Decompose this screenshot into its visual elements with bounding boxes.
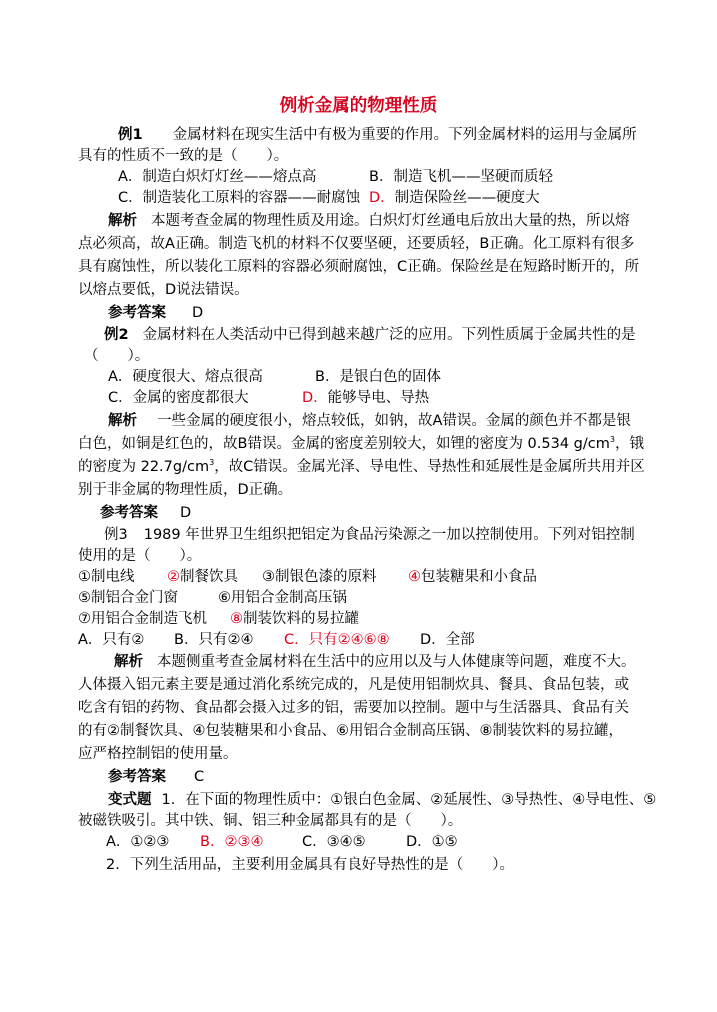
ex3-item-3: ③制银色漆的原料 — [262, 569, 377, 585]
ex1-answer — [108, 303, 203, 323]
variant-option-a: A．①②③ — [106, 834, 170, 850]
ex3-answer — [108, 767, 204, 787]
ex1-label: 例1 — [118, 127, 143, 143]
ex3-item-6: ⑥用铝合金制高压锅 — [218, 590, 347, 606]
ex2-analysis-label: 解析 — [108, 413, 137, 429]
ex1-analysis-line1: 解析 本题考查金属的物理性质及用途。白炽灯灯丝通电后放出大量的热，所以熔 — [108, 213, 630, 229]
ex3-label: 例3 — [104, 527, 128, 543]
ex1-analysis-line2: 点必须高，故A正确。制造飞机的材料不仅要坚硬，还要质轻，B正确。化工原料有很多 — [78, 236, 635, 252]
ex3-item-8: ⑧制装饮料的易拉罐 — [230, 611, 359, 627]
ex1-question-line2: 具有的性质不一致的是（ ）。 — [78, 148, 289, 164]
ex2-option-a: A．硬度很大、熔点很高 — [108, 369, 263, 385]
ex1-analysis-line4: 以熔点要低，D说法错误。 — [78, 282, 249, 298]
ex3-answer-value: C — [194, 769, 205, 785]
variant-label: 变式题 — [108, 792, 152, 808]
ex3-analysis-label: 解析 — [114, 654, 143, 670]
ex2-analysis-line3: 的密度为 $22.7g/cm^3$，故C错误。金属光泽、导电性、导热性和延展性是金属所共用并区 — [78, 458, 645, 475]
ex3-option-a: A．只有② — [78, 632, 145, 648]
ex3-option-d: D．全部 — [420, 632, 475, 648]
ex2-analysis-line2: 白色，如铜是红色的，故B错误。金属的密度差别较大，如锂的密度为 0.534 $g/cm^3$，锇 — [78, 435, 644, 452]
ex2-analysis-line1: 解析 一些金属的硬度很小，熔点较低，如钠，故A错误。金属的颜色并不都是银 — [108, 413, 631, 429]
ex3-item-1: ①制电线 — [78, 569, 135, 585]
page-title: 例析金属的物理性质 — [279, 96, 438, 116]
ex3-question-line2: 使用的是（ ）。 — [78, 548, 202, 564]
ex3-analysis-line5: 应严格控制铝的使用量。 — [78, 746, 238, 762]
ex2-option-b: B．是银白色的固体 — [315, 369, 441, 385]
ex3-item-7: ⑦用铝合金制造飞机 — [78, 611, 207, 627]
variant-q1-line1: 变式题 1．在下面的物理性质中：①银白色金属、②延展性、③导热性、④导电性、⑤ — [108, 792, 657, 808]
variant-q2: 2．下列生活用品，主要利用金属具有良好导热性的是（ ）。 — [106, 857, 514, 873]
ex3-analysis-line3: 吃含有铝的药物、食品都会摄入过多的铝，需要加以控制。题中与生活器具、食品有关 — [78, 700, 629, 716]
ex1-option-d: D．制造保险丝——硬度大 — [369, 190, 540, 206]
ex1-analysis-line3: 具有腐蚀性，所以装化工原料的容器必须耐腐蚀，C正确。保险丝是在短路时断开的，所 — [78, 259, 640, 275]
ex3-analysis-line2: 人体摄入铝元素主要是通过消化系统完成的，凡是使用铝制炊具、餐具、食品包装，或 — [78, 677, 629, 693]
ex3-option-b: B．只有②④ — [174, 632, 254, 648]
ex2-option-d: D．能够导电、导热 — [302, 390, 430, 406]
ex2-answer — [100, 503, 191, 523]
ex1-option-b: B．制造飞机——坚硬而质轻 — [369, 169, 553, 185]
ex2-answer-value: D — [180, 505, 192, 521]
ex3-option-c: C．只有②④⑥⑧ — [284, 632, 390, 648]
ex2-question-line1: 例2 金属材料在人类活动中已得到越来越广泛的应用。下列性质属于金属共性的是 — [104, 327, 636, 343]
ex1-question-line1: 例1 金属材料在现实生活中有极为重要的作用。下列金属材料的运用与金属所 — [118, 127, 637, 143]
ex2-question-line2: （ ）。 — [84, 348, 150, 364]
ex1-answer-label: 参考答案 — [108, 305, 166, 321]
ex3-analysis-line4: 的有②制餐饮具、④包装糖果和小食品、⑥用铝合金制高压锅、⑧制装饮料的易拉罐， — [78, 723, 623, 739]
variant-q1-line2: 被磁铁吸引。其中铁、铜、铝三种金属都具有的是（ ）。 — [78, 813, 463, 829]
ex2-label: 例2 — [104, 327, 129, 343]
variant-option-d: D．①⑤ — [406, 834, 458, 850]
ex3-question-line1: 例3 1989 年世界卫生组织把铝定为食品污染源之一加以控制使用。下列对铝控制 — [104, 527, 635, 543]
ex2-answer-label: 参考答案 — [100, 505, 158, 521]
ex1-answer-value: D — [192, 305, 204, 321]
ex3-item-4: ④包装糖果和小食品 — [408, 569, 537, 585]
ex3-answer-label: 参考答案 — [108, 769, 166, 785]
ex1-analysis-label: 解析 — [108, 213, 137, 229]
ex3-analysis-line1: 解析 本题侧重考查金属材料在生活中的应用以及与人体健康等问题，难度不大。 — [114, 654, 636, 670]
ex2-option-c: C．金属的密度都很大 — [108, 390, 249, 406]
variant-option-b: B．②③④ — [200, 834, 264, 850]
ex3-item-5: ⑤制铝合金门窗 — [78, 590, 178, 606]
ex3-item-2: ②制餐饮具 — [167, 569, 238, 585]
variant-option-c: C．③④⑤ — [302, 834, 366, 850]
ex1-option-a: A．制造白炽灯灯丝——熔点高 — [118, 169, 317, 185]
ex2-analysis-line4: 别于非金属的物理性质，D正确。 — [78, 482, 293, 498]
ex1-option-c: C．制造装化工原料的容器——耐腐蚀 — [118, 190, 361, 206]
